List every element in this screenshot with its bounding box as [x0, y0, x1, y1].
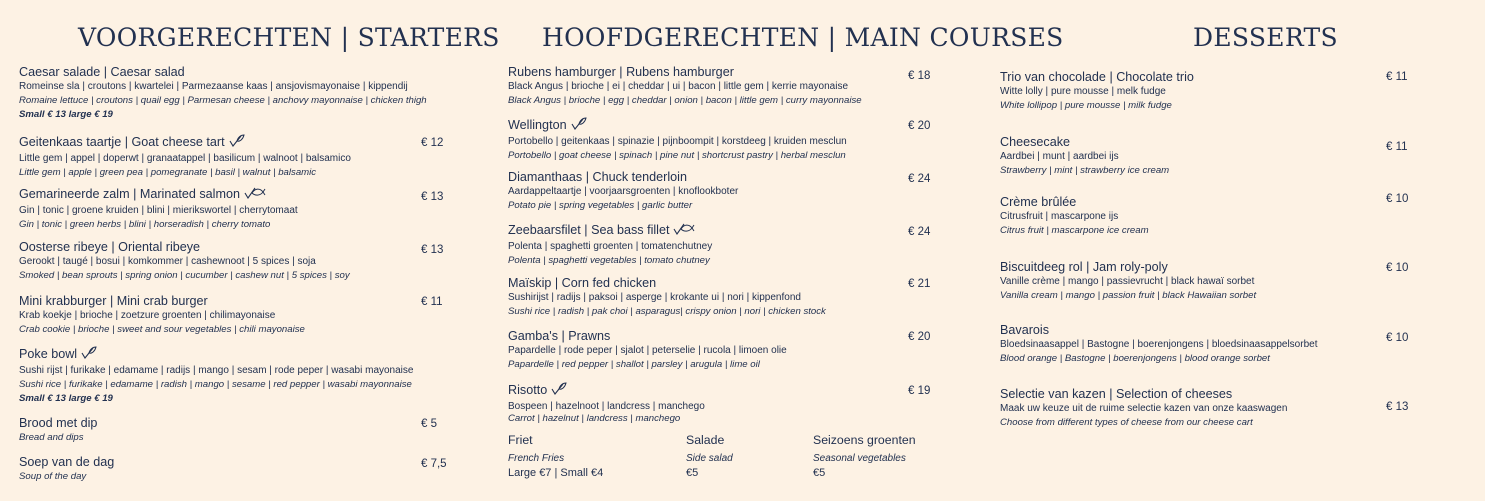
- menu-item: [1000, 323, 1420, 366]
- item-price: € 20: [908, 120, 931, 132]
- item-price: € 11: [421, 296, 443, 308]
- item-name: Bavarois: [1000, 323, 1049, 337]
- vegetarian-leaf-icon: [571, 117, 587, 135]
- item-name: Poke bowl: [19, 347, 78, 361]
- menu-item: [508, 117, 938, 163]
- menu-item: [19, 346, 449, 405]
- item-name-row: [508, 382, 938, 400]
- item-price: € 12: [421, 137, 444, 149]
- side-dish: [686, 433, 733, 481]
- item-ingredients-en: Vanilla cream | mango | passion fruit | black Hawaiian sorbet: [1000, 290, 1257, 301]
- menu-item: [1000, 135, 1420, 178]
- side-price: Large €7 | Small €4: [508, 467, 604, 479]
- side-name: Seizoens groenten: [813, 433, 916, 447]
- desserts-heading: DESSERTS: [1193, 23, 1338, 52]
- item-ingredients-en: Citrus fruit | mascarpone ice cream: [1000, 225, 1149, 236]
- desserts-column: [1000, 0, 1420, 501]
- menu-item: [19, 186, 449, 232]
- item-ingredients-nl: Bospeen | hazelnoot | landcress | manchego: [508, 401, 705, 412]
- menu-item: [508, 170, 938, 213]
- item-ingredients-en: Papardelle | red pepper | shallot | parsley | arugula | lime oil: [508, 359, 760, 370]
- item-name: Mini krabburger | Mini crab burger: [19, 294, 208, 308]
- item-price: € 11: [1386, 141, 1408, 153]
- item-ingredients-nl: Witte lolly | pure mousse | melk fudge: [1000, 86, 1166, 97]
- item-name: Wellington: [508, 118, 567, 132]
- item-price: € 20: [908, 331, 931, 343]
- item-name: Risotto: [508, 383, 548, 397]
- item-name: Zeebaarsfilet | Sea bass fillet: [508, 223, 670, 237]
- item-name: Selectie van kazen | Selection of cheeses: [1000, 387, 1233, 401]
- item-ingredients-nl: Sushirijst | radijs | paksoi | asperge | krokante ui | nori | kippenfond: [508, 292, 801, 303]
- item-ingredients-en: Carrot | hazelnut | landcress | manchego: [508, 413, 681, 424]
- item-price: € 13: [1386, 401, 1409, 413]
- item-price: € 19: [908, 385, 931, 397]
- menu-item: [19, 65, 449, 121]
- menu-item: [508, 276, 938, 319]
- item-name-row: [19, 134, 449, 152]
- item-size-prices: Small € 13 large € 19: [19, 393, 113, 404]
- fish-icon: [244, 186, 266, 204]
- item-ingredients-en: Polenta | spaghetti vegetables | tomato chutney: [508, 255, 710, 266]
- vegetarian-leaf-icon: [229, 134, 245, 152]
- menu-item: [508, 222, 938, 268]
- menu-item: [19, 416, 449, 445]
- side-name: Salade: [686, 433, 725, 447]
- item-name: Gamba's | Prawns: [508, 329, 611, 343]
- menu-item: [508, 65, 938, 108]
- menu-item: [1000, 387, 1420, 430]
- item-name: Geitenkaas taartje | Goat cheese tart: [19, 135, 225, 149]
- item-ingredients-nl: Krab koekje | brioche | zoetzure groenten | chilimayonaise: [19, 310, 276, 321]
- item-ingredients-en: Romaine lettuce | croutons | quail egg | Parmesan cheese | anchovy mayonnaise | chicken thigh: [19, 95, 427, 106]
- item-ingredients-nl: Aardbei | munt | aardbei ijs: [1000, 151, 1119, 162]
- item-price: € 21: [908, 278, 931, 290]
- side-name: Friet: [508, 433, 533, 447]
- item-name: Oosterse ribeye | Oriental ribeye: [19, 240, 201, 254]
- side-dish: [508, 433, 603, 481]
- item-ingredients-nl: Sushi rijst | furikake | edamame | radijs | mango | sesam | rode peper | wasabi mayonaise: [19, 365, 414, 376]
- item-ingredients-nl: Black Angus | brioche | ei | cheddar | ui | bacon | little gem | kerrie mayonaise: [508, 81, 849, 92]
- item-price: € 13: [421, 191, 444, 203]
- menu-item: [508, 329, 938, 372]
- item-price: € 10: [1386, 193, 1409, 205]
- item-name: Biscuitdeeg rol | Jam roly-poly: [1000, 260, 1168, 274]
- item-ingredients-en: Sushi rice | furikake | edamame | radish | mango | sesame | red pepper | wasabi mayonnaise: [19, 379, 412, 390]
- menu-item: [508, 382, 938, 424]
- item-ingredients-nl: Vanille crème | mango | passievrucht | black hawaï sorbet: [1000, 276, 1255, 287]
- fish-icon: [673, 222, 695, 240]
- item-name: Cheesecake: [1000, 135, 1071, 149]
- item-price: € 24: [908, 173, 931, 185]
- menu-item: [19, 134, 449, 180]
- item-name: Rubens hamburger | Rubens hamburger: [508, 65, 734, 79]
- item-ingredients-en: Crab cookie | brioche | sweet and sour vegetables | chili mayonaise: [19, 324, 305, 335]
- side-price: €5: [813, 467, 826, 479]
- item-price: € 7,5: [421, 458, 447, 470]
- item-name: Caesar salade | Caesar salad: [19, 65, 185, 79]
- item-ingredients-nl: Gin | tonic | groene kruiden | blini | mierikswortel | cherrytomaat: [19, 205, 298, 216]
- menu-item: [19, 455, 449, 484]
- item-ingredients-nl: Gerookt | taugé | bosui | komkommer | cashewnoot | 5 spices | soja: [19, 256, 316, 267]
- item-price: € 18: [908, 70, 931, 82]
- item-ingredients-nl: Maak uw keuze uit de ruime selectie kazen van onze kaaswagen: [1000, 403, 1288, 414]
- side-price: €5: [686, 467, 699, 479]
- item-ingredients-en: Gin | tonic | green herbs | blini | horseradish | cherry tomato: [19, 219, 271, 230]
- item-ingredients-en: Smoked | bean sprouts | spring onion | cucumber | cashew nut | 5 spices | soy: [19, 270, 350, 281]
- item-name-row: [19, 346, 449, 364]
- menu-item: [1000, 70, 1420, 113]
- item-price: € 10: [1386, 262, 1409, 274]
- item-ingredients-en: White lollipop | pure mousse | milk fudge: [1000, 100, 1172, 111]
- item-ingredients-en: Bread and dips: [19, 432, 84, 443]
- mains-heading: HOOFDGERECHTEN | MAIN COURSES: [542, 23, 1064, 52]
- item-name: Soep van de dag: [19, 455, 115, 469]
- item-ingredients-en: Choose from different types of cheese from our cheese cart: [1000, 417, 1253, 428]
- item-ingredients-nl: Portobello | geitenkaas | spinazie | pijnboompit | korstdeeg | kruiden mesclun: [508, 136, 847, 147]
- item-ingredients-en: Portobello | goat cheese | spinach | pine nut | shortcrust pastry | herbal mesclun: [508, 150, 846, 161]
- item-ingredients-en: Little gem | apple | green pea | pomegranate | basil | walnut | balsamic: [19, 167, 317, 178]
- item-ingredients-nl: Papardelle | rode peper | sjalot | peterselie | rucola | limoen olie: [508, 345, 787, 356]
- menu-item: [1000, 195, 1420, 238]
- side-name-en: French Fries: [508, 453, 565, 464]
- item-size-prices: Small € 13 large € 19: [19, 109, 113, 120]
- menu-item: [19, 240, 449, 283]
- item-ingredients-en: Potato pie | spring vegetables | garlic butter: [508, 200, 693, 211]
- item-name: Diamanthaas | Chuck tenderloin: [508, 170, 687, 184]
- menu-item: [19, 294, 449, 337]
- item-ingredients-en: Blood orange | Bastogne | boerenjongens | blood orange sorbet: [1000, 353, 1270, 364]
- item-name-row: [508, 117, 938, 135]
- item-ingredients-en: Strawberry | mint | strawberry ice cream: [1000, 165, 1170, 176]
- item-price: € 11: [1386, 71, 1408, 83]
- item-name: Gemarineerde zalm | Marinated salmon: [19, 187, 240, 201]
- vegetarian-leaf-icon: [551, 382, 567, 400]
- side-dish: [813, 433, 916, 481]
- item-price: € 10: [1386, 332, 1409, 344]
- side-name-en: Seasonal vegetables: [813, 453, 906, 464]
- side-name-en: Side salad: [686, 453, 733, 464]
- item-price: € 24: [908, 226, 931, 238]
- item-name: Maïskip | Corn fed chicken: [508, 276, 657, 290]
- item-ingredients-nl: Romeinse sla | croutons | kwartelei | Parmezaanse kaas | ansjovismayonaise | kippendij: [19, 81, 408, 92]
- item-name: Brood met dip: [19, 416, 98, 430]
- item-ingredients-en: Black Angus | brioche | egg | cheddar | onion | bacon | little gem | curry mayonnaise: [508, 95, 862, 106]
- item-ingredients-nl: Aardappeltaartje | voorjaarsgroenten | knoflookboter: [508, 186, 739, 197]
- vegetarian-leaf-icon: [81, 346, 97, 364]
- item-ingredients-nl: Little gem | appel | doperwt | granaatappel | basilicum | walnoot | balsamico: [19, 153, 351, 164]
- item-ingredients-nl: Polenta | spaghetti groenten | tomatenchutney: [508, 241, 713, 252]
- item-ingredients-nl: Citrusfruit | mascarpone ijs: [1000, 211, 1119, 222]
- item-name-row: [19, 186, 449, 204]
- item-ingredients-en: Sushi rice | radish | pak choi | asparagus| crispy onion | nori | chicken stock: [508, 306, 826, 317]
- item-price: € 13: [421, 244, 444, 256]
- item-name-row: [508, 222, 938, 240]
- item-ingredients-en: Soup of the day: [19, 471, 87, 482]
- menu-item: [1000, 260, 1420, 303]
- item-name: Crème brûlée: [1000, 195, 1077, 209]
- item-name: Trio van chocolade | Chocolate trio: [1000, 70, 1194, 84]
- starters-heading: VOORGERECHTEN | STARTERS: [78, 23, 500, 52]
- item-price: € 5: [421, 418, 437, 430]
- item-ingredients-nl: Bloedsinaasappel | Bastogne | boerenjongens | bloedsinaasappelsorbet: [1000, 339, 1318, 350]
- starters-column: [19, 0, 500, 501]
